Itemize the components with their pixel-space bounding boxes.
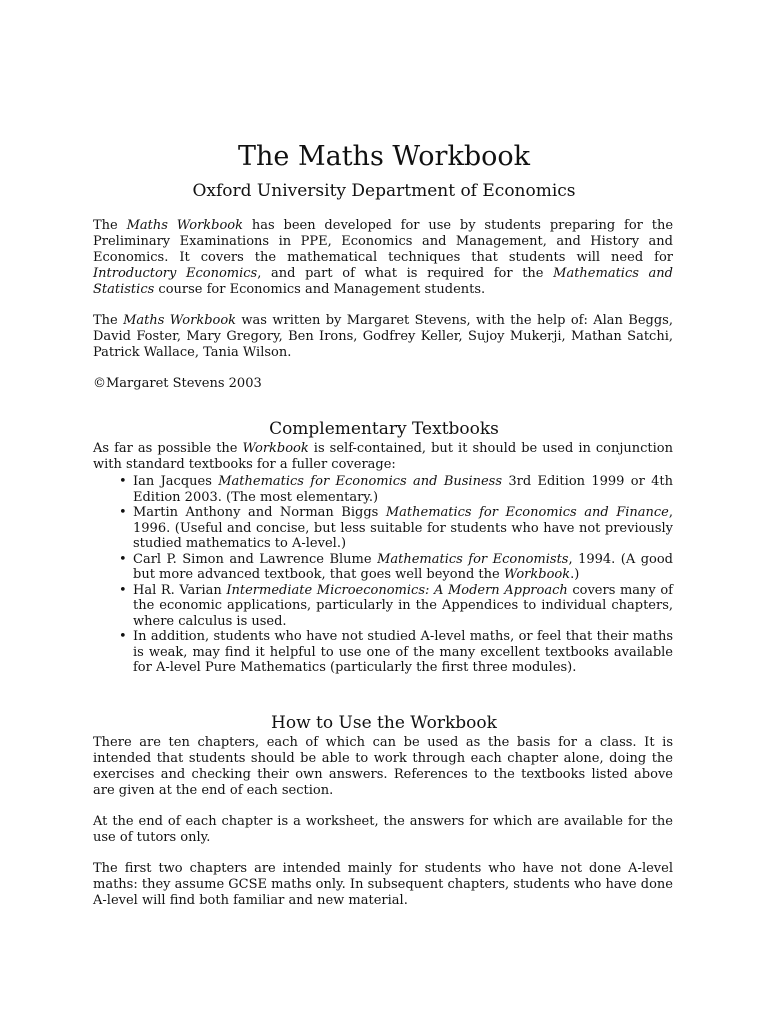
list-item — [119, 629, 673, 676]
textbooks-intro — [93, 441, 673, 473]
howto-heading: How to Use the Workbook — [271, 713, 497, 733]
howto-paragraph: The first two chapters are intended mainly for students who have not done A-level maths: they assume GCSE maths only. In subsequent chapters, students who have done A-level will find both familiar and new material. — [93, 861, 673, 908]
howto-paragraph: At the end of each chapter is a worksheet, the answers for which are available for the use of tutors only. — [93, 814, 673, 845]
list-item-text: 3rd Edition 1999 or 4th Edition 2003. (The most elementary.) — [133, 474, 673, 505]
bullet-icon: • — [119, 474, 127, 489]
book-title: Mathematics for Economics and Finance — [385, 505, 669, 520]
authors-text: The — [93, 313, 124, 328]
workbook-italic: Workbook — [503, 567, 571, 582]
authors-paragraph — [93, 313, 673, 361]
bullet-icon: • — [119, 582, 127, 598]
copyright-notice: ©Margaret Stevens 2003 — [93, 376, 262, 391]
page-subtitle: Oxford University Department of Economics — [192, 181, 576, 201]
list-item — [119, 582, 673, 630]
intro-text: has been developed for use by students preparing for the Preliminary Examinations in PPE, Economics and Management, and History and Economics. It covers the mathematical techniques that students will need for — [93, 218, 674, 265]
bullet-icon: • — [119, 629, 127, 644]
list-item — [119, 505, 673, 552]
list-item-text: covers many of the economic applications, particularly in the Appendices to individual chapters, where calculus is used. — [133, 582, 673, 629]
textbooks-intro-text: As far as possible the — [93, 441, 243, 456]
bullet-icon: • — [119, 505, 127, 520]
intro-italic-course: Introductory Economics — [93, 266, 258, 281]
textbook-list — [119, 474, 674, 676]
bullet-icon: • — [119, 551, 127, 567]
intro-italic-title: Maths Workbook — [126, 218, 244, 233]
list-item-text: Hal R. Varian — [133, 582, 227, 598]
list-item-text: , 1996. (Useful and concise, but less suitable for students who have not previously studied mathematics to A-level.) — [133, 505, 673, 551]
list-item-text: Ian Jacques — [133, 474, 219, 489]
list-item-text: Carl P. Simon and Lawrence Blume — [133, 551, 378, 567]
intro-italic-course: Mathematics and Statistics — [93, 266, 673, 297]
intro-text: The — [93, 218, 127, 233]
authors-text: was written by Margaret Stevens, with the help of: Alan Beggs, David Foster, Mary Gregory, Ben Irons, Godfrey Keller, Sujoy Mukerji, Mathan Satchi, Patrick Wallace, Tania Wilson. — [93, 313, 673, 360]
book-title: Intermediate Microeconomics: A Modern Approach — [226, 582, 568, 598]
intro-paragraph — [93, 218, 673, 298]
textbooks-heading: Complementary Textbooks — [269, 419, 499, 439]
howto-paragraph: There are ten chapters, each of which can be used as the basis for a class. It is intended that students should be able to work through each chapter alone, doing the exercises and checking their own answers. References to the textbooks listed above are given at the end of each section. — [93, 735, 673, 798]
intro-text: , and part of what is required for the — [257, 266, 554, 281]
list-item — [119, 474, 673, 505]
textbooks-intro-text: is self-contained, but it should be used in conjunction with standard textbooks for a fuller coverage: — [93, 441, 673, 472]
list-item-text: In addition, students who have not studied A-level maths, or feel that their maths is weak, may find it helpful to use one of the many excellent textbooks available for A-level Pure Mathematics (particularly the first three modules). — [133, 629, 673, 675]
page-title: The Maths Workbook — [238, 141, 530, 172]
list-item — [119, 551, 674, 583]
list-item-text: , 1994. (A good but more advanced textbook, that goes well beyond the — [133, 551, 674, 582]
book-title: Mathematics for Economists — [377, 551, 569, 567]
list-item-text: Martin Anthony and Norman Biggs — [133, 505, 386, 520]
textbooks-intro-italic: Workbook — [242, 441, 309, 456]
authors-italic-title: Maths Workbook — [123, 313, 237, 328]
list-item-text: .) — [570, 567, 580, 582]
book-title: Mathematics for Economics and Business — [218, 474, 502, 489]
intro-text: course for Economics and Management students. — [154, 282, 486, 297]
